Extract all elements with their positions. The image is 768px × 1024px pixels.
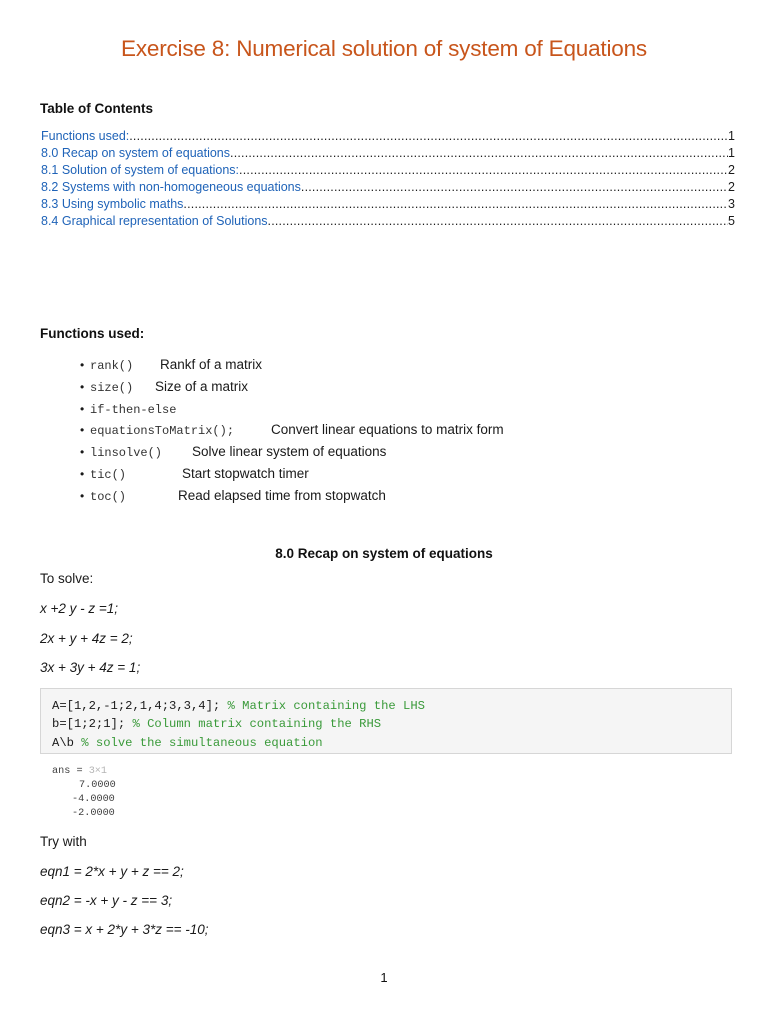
try-equation-3: eqn3 = x + 2*y + 3*z == -10;	[40, 922, 209, 937]
function-code: size()	[90, 380, 134, 395]
output-value: -2.0000	[72, 808, 115, 819]
equation-1: x +2 y - z =1;	[40, 601, 119, 616]
code-line	[52, 734, 731, 752]
toc-entry-8-2[interactable]	[41, 179, 735, 196]
function-code: equationsToMatrix();	[90, 424, 235, 439]
code-line	[52, 715, 731, 733]
function-code: toc()	[90, 489, 127, 504]
try-with-label: Try with	[40, 834, 87, 849]
code-text: A\b	[52, 735, 82, 750]
function-description: Read elapsed time from stopwatch	[178, 487, 386, 503]
code-comment: % Matrix containing the LHS	[227, 699, 426, 713]
toc-page-number: 2	[728, 163, 735, 177]
toc-entry-8-4[interactable]	[41, 213, 735, 230]
code-text: b=[1;2;1];	[52, 717, 133, 732]
toc-entry-8-0[interactable]	[41, 145, 735, 162]
toc-link[interactable]: Functions used:	[41, 129, 130, 143]
function-description: Start stopwatch timer	[182, 465, 309, 481]
toc-link[interactable]: 8.0 Recap on system of equations	[41, 146, 231, 160]
code-output	[52, 765, 116, 821]
output-value: 7.0000	[79, 780, 116, 791]
function-description: Size of a matrix	[155, 378, 249, 394]
toc-link[interactable]: 8.1 Solution of system of equations:	[41, 163, 240, 177]
toc-entry-8-1[interactable]	[41, 162, 735, 179]
bullet-icon: •	[80, 488, 85, 503]
bullet-icon: •	[80, 379, 85, 394]
toc-leader-dots	[268, 213, 729, 230]
toc-link[interactable]: 8.3 Using symbolic maths	[41, 197, 184, 211]
function-code: tic()	[90, 467, 127, 482]
bullet-icon: •	[80, 358, 85, 372]
functions-used-heading: Functions used:	[40, 326, 145, 341]
function-description: Rankf of a matrix	[160, 357, 263, 372]
bullet-icon: •	[80, 445, 85, 460]
bullet-icon: •	[80, 466, 85, 481]
toc-link[interactable]: 8.4 Graphical representation of Solutions	[41, 214, 268, 228]
function-description: Solve linear system of equations	[192, 444, 387, 460]
output-header	[52, 765, 116, 779]
toc-page-number: 1	[728, 146, 735, 160]
equation-2: 2x + y + 4z = 2;	[40, 631, 133, 646]
list-item	[80, 354, 263, 376]
toc-page-number: 1	[728, 129, 735, 143]
list-item	[80, 419, 504, 441]
function-code: rank()	[90, 359, 134, 373]
page-number: 1	[380, 970, 388, 985]
toc-page-number: 5	[728, 214, 735, 228]
toc-heading: Table of Contents	[40, 101, 153, 116]
toc-page-number: 3	[728, 197, 735, 211]
function-code: if-then-else	[90, 402, 177, 417]
toc-leader-dots	[301, 179, 728, 196]
list-item	[80, 376, 249, 398]
list-item	[80, 441, 387, 463]
output-label: ans =	[52, 766, 89, 777]
code-line	[52, 697, 731, 715]
code-text: A=[1,2,-1;2,1,4;3,3,4];	[52, 699, 228, 713]
toc-leader-dots	[183, 196, 728, 213]
table-of-contents	[41, 128, 735, 230]
toc-leader-dots	[239, 162, 728, 179]
output-dims: 3×1	[88, 766, 108, 777]
functions-list	[80, 354, 504, 507]
equation-3: 3x + 3y + 4z = 1;	[40, 660, 141, 675]
list-item	[80, 398, 234, 420]
code-block[interactable]	[40, 688, 732, 754]
toc-entry-functions-used[interactable]	[41, 128, 735, 145]
toc-leader-dots	[129, 128, 728, 145]
list-item	[80, 485, 386, 507]
page-title: Exercise 8: Numerical solution of system of Equations	[121, 36, 647, 61]
bullet-icon: •	[80, 401, 85, 416]
recap-intro: To solve:	[40, 571, 94, 586]
code-comment: % Column matrix containing the RHS	[132, 717, 382, 732]
toc-entry-8-3[interactable]	[41, 196, 735, 213]
try-equation-1: eqn1 = 2*x + y + z == 2;	[40, 864, 184, 879]
toc-page-number: 2	[728, 180, 735, 194]
toc-link[interactable]: 8.2 Systems with non-homogeneous equations	[41, 180, 301, 194]
try-equation-2: eqn2 = -x + y - z == 3;	[40, 893, 173, 908]
toc-leader-dots	[230, 145, 728, 162]
recap-heading: 8.0 Recap on system of equations	[275, 546, 493, 561]
list-item	[80, 463, 309, 485]
function-description: Convert linear equations to matrix form	[271, 422, 504, 438]
output-value: -4.0000	[72, 794, 115, 805]
bullet-icon: •	[80, 423, 85, 438]
code-comment: % solve the simultaneous equation	[81, 735, 323, 750]
function-code: linsolve()	[90, 446, 163, 461]
